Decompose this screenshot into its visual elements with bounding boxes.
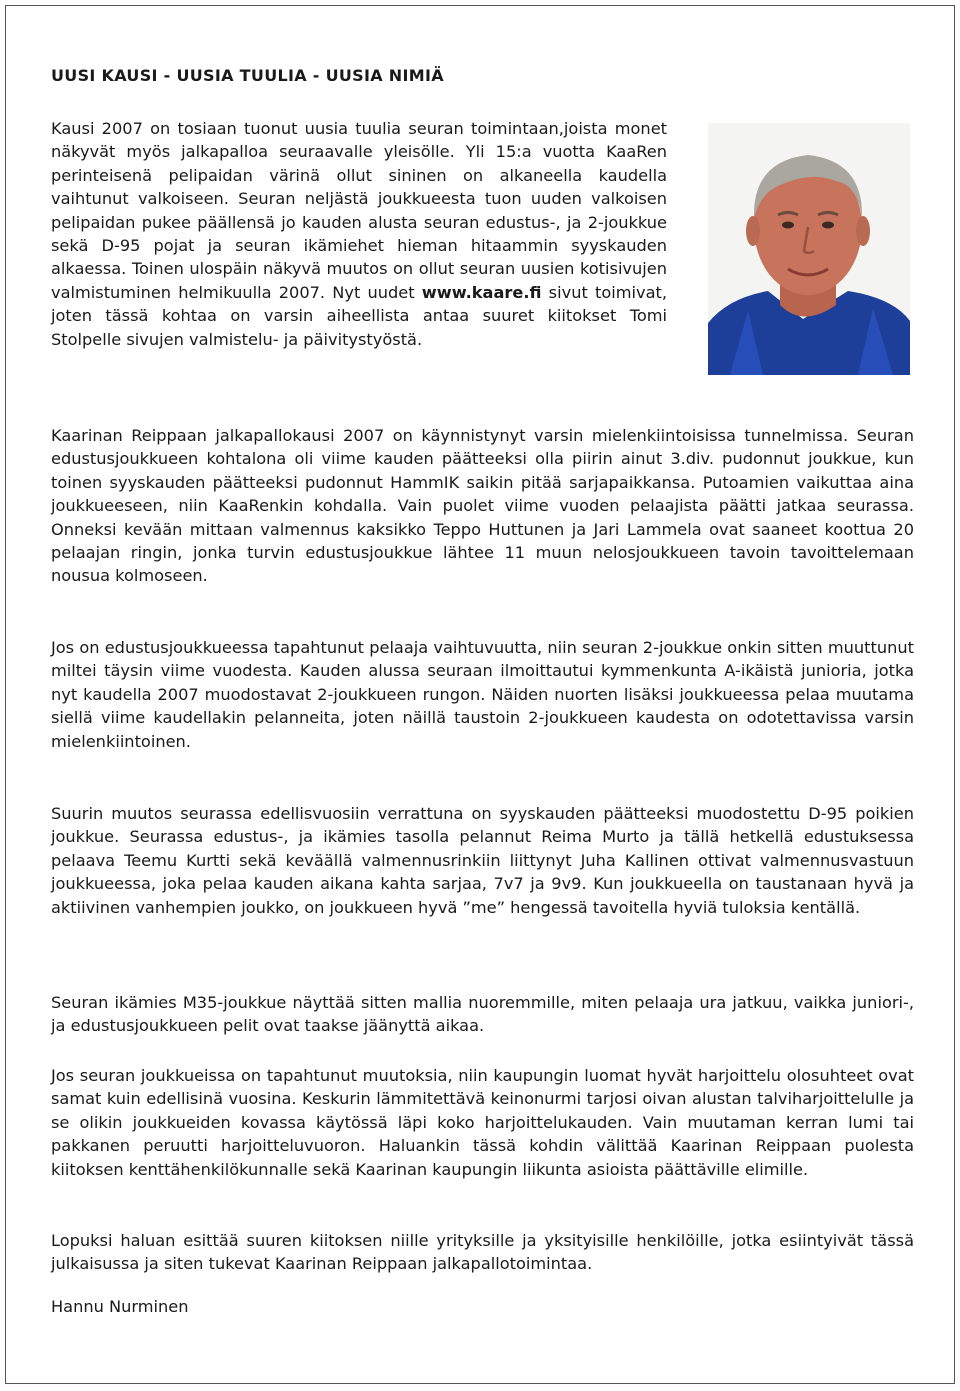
paragraph-2: Kaarinan Reippaan jalkapallokausi 2007 on käynnistynyt varsin mielenkiintoisissa tunnelmissa. Seuran edustusjoukkueen kohtalona oli viime kauden päätteeksi olla piirin ainut 3.div. pudonnut joukkue, kun toinen syyskauden päätteeksi pudonnut HammIK saikin pitää sarjapaikkansa. Putoamien vaikuttaa aina joukkueeseen, niin KaaRenkin kohdalla. Vain puolet viime vuoden pelaajista päätti jatkaa seurassa. Onneksi kevään mittaan valmennus kaksikko Teppo Huttunen ja Jari Lammela ovat saaneet koottua 20 pelaajan ringin, jonka turvin edustusjoukkue lähtee 11 muun nelosjoukkueen tavoin tavoittelemaan nousua kolmoseen. [51,426,914,586]
paragraph-intro [51,117,667,351]
intro-text-end: sivut toimivat, joten tässä kohtaa on varsin aiheellista antaa suuret kiitokset Tomi Stolpelle sivujen valmistelu- ja päivitystyöstä. [51,282,667,349]
paragraph-5: Seuran ikämies M35-joukkue näyttää sitten mallia nuoremmille, miten pelaaja ura jatkuu, vaikka juniori-, ja edustusjoukkueen pelit ovat taakse jäänyttä aikaa. [51,993,914,1036]
paragraph-4: Suurin muutos seurassa edellisvuosiin verrattuna on syyskauden päätteeksi muodostettu D-95 poikien joukkue. Seurassa edustus-, ja ikämies tasolla pelannut Reima Murto ja tällä hetkellä edustuksessa pelaava Teemu Kurtti sekä keväällä valmennusrinkiin liittynyt Juha Kallinen ottivat valmennusvastuun joukkueessa, joka pelaa kauden aikana kahta sarjaa, 7v7 ja 9v9. Kun joukkueella on taustanaan hyvä ja aktiivinen vanhempien joukko, on joukkueen hyvä ”me” hengessä tavoitella hyviä tuloksia kentällä. [51,804,914,917]
paragraph-3: Jos on edustusjoukkueessa tapahtunut pelaaja vaihtuvuutta, niin seuran 2-joukkue onkin sitten muuttunut miltei täysin viime vuodesta. Kauden alussa seuraan ilmoittautui kymmenkunta A-ikäistä junioria, jotka nyt kaudella 2007 muodostavat 2-joukkueen rungon. Näiden nuorten lisäksi joukkueessa pelaa muutama siellä viime kaudellakin pelanneita, joten näillä taustoin 2-joukkueen kaudesta on odotettavissa varsin mielenkiintoinen. [51,638,914,751]
portrait-image [708,123,910,375]
author-signature: Hannu Nurminen [51,1297,189,1316]
intro-text: Kausi 2007 on tosiaan tuonut uusia tuulia seuran toimintaan,joista monet näkyvät myös jalkapalloa seuraavalle yleisölle. Yli 15:a vuotta KaaRen perinteisenä pelipaidan värinä ollut sininen on alkaneella kaudella vaihtunut valkoiseen. Seuran neljästä joukkueesta tuon uuden valkoisen pelipaidan pukee päällensä jo kauden alusta seuran edustus-, ja 2-joukkue sekä D-95 pojat ja seuran ikämiehet hieman hitaammin syyskauden alkaessa. Toinen ulospäin näkyvä muutos on ollut seuran uusien kotisivujen valmistuminen helmikuulla 2007. Nyt uudet [51,119,667,302]
article-title: UUSI KAUSI - UUSIA TUULIA - UUSIA NIMIÄ [51,66,444,85]
author-photo [708,123,910,375]
website-link[interactable]: www.kaare.fi [421,282,542,302]
paragraph-6: Jos seuran joukkueissa on tapahtunut muutoksia, niin kaupungin luomat hyvät harjoittelu olosuhteet ovat samat kuin edellisinä vuosina. Keskurin lämmitettävä keinonurmi tarjosi oivan alustan talviharjoittelulle ja se olikin joukkueiden kovassa käytössä läpi koko harjoittelukauden. Vain muutaman kerran lumi tai pakkanen peruutti harjoitteluvuoron. Haluankin tässä kohdin välittää Kaarinan Reippaan puolesta kiitoksen kenttähenkilökunnalle sekä Kaarinan kaupungin liikunta asioista päättäville elimille. [51,1066,914,1179]
paragraph-7: Lopuksi haluan esittää suuren kiitoksen niille yrityksille ja yksityisille henkilöille, jotka esiintyivät tässä julkaisussa ja siten tukevat Kaarinan Reippaan jalkapallotoimintaa. [51,1231,914,1274]
